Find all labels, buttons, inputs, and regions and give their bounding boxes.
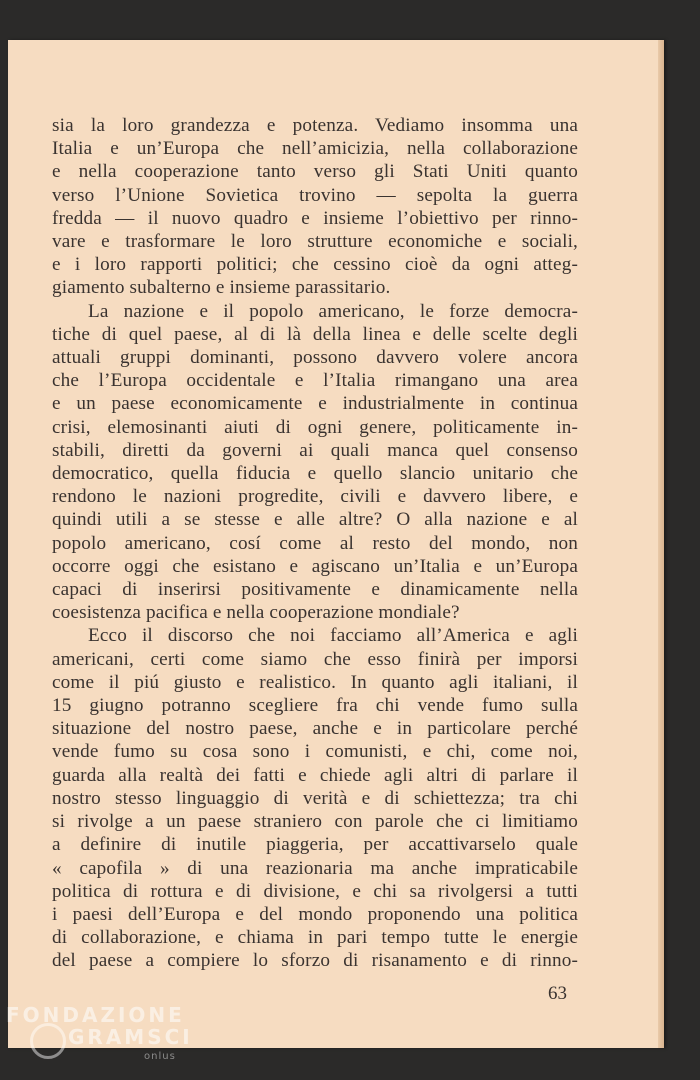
text-line: sia la loro grandezza e potenza. Vediamo insomma una <box>52 115 578 136</box>
paragraph-1 <box>52 114 578 300</box>
text-line: guarda alla realtà dei fatti e chiede agli altri di parlare il <box>52 764 578 786</box>
text-line: nostro stesso linguaggio di verità e di schiettezza; tra chi <box>52 787 578 809</box>
text-line: crisi, elemosinanti aiuti di ogni genere, politicamente in- <box>52 416 578 438</box>
body-text <box>52 114 578 973</box>
page-edge <box>658 40 664 1048</box>
text-line: quindi utili a se stesse e alle altre? O alla nazione e al <box>52 509 578 531</box>
text-line: si rivolge a un paese straniero con parole che ci limitiamo <box>52 811 578 833</box>
text-line: americani, certi come siamo che esso finirà per imporsi <box>52 648 578 670</box>
text-line: capaci di inserirsi positivamente e dinamicamente nella <box>52 579 578 601</box>
text-line: Ecco il discorso che noi facciamo all’America e agli <box>88 625 578 647</box>
book-page <box>8 40 664 1048</box>
text-line: tiche di quel paese, al di là della linea e delle scelte degli <box>52 323 578 345</box>
text-line: fredda — il nuovo quadro e insieme l’obiettivo per rinno- <box>52 207 578 229</box>
text-line: 15 giugno potranno scegliere fra chi vende fumo sulla <box>52 695 578 717</box>
text-line: verso l’Unione Sovietica trovino — sepolta la guerra <box>52 184 578 206</box>
text-line: che l’Europa occidentale e l’Italia rimangano una area <box>52 370 578 392</box>
text-line: stabili, diretti da governi ai quali manca quel consenso <box>52 439 578 461</box>
text-line: del paese a compiere lo sforzo di risanamento e di rinno- <box>52 950 578 972</box>
text-line: occorre oggi che esistano e agiscano un’Italia e un’Europa <box>52 555 578 577</box>
watermark-line-1: FONDAZIONE <box>6 1003 185 1027</box>
text-line: di collaborazione, e chiama in pari tempo tutte le energie <box>52 927 578 949</box>
paragraph-2 <box>52 300 578 625</box>
text-line: giamento subalterno e insieme parassitario. <box>52 277 391 299</box>
text-line: vende fumo su cosa sono i comunisti, e chi, come noi, <box>52 741 578 763</box>
text-line: « capofila » di una reazionaria ma anche impraticabile <box>52 857 578 879</box>
text-line: La nazione e il popolo americano, le forze democra- <box>88 300 578 322</box>
text-line: democratico, quella fiducia e quello slancio unitario che <box>52 463 578 485</box>
text-line: e nella cooperazione tanto verso gli Stati Uniti quanto <box>52 161 578 183</box>
text-line: vare e trasformare le loro strutture economiche e sociali, <box>52 231 578 253</box>
watermark-line-2: GRAMSCI <box>68 1025 193 1049</box>
text-line: i paesi dell’Europa e del mondo proponendo una politica <box>52 903 578 925</box>
text-line: attuali gruppi dominanti, possono davvero volere ancora <box>52 347 578 369</box>
fondazione-gramsci-watermark <box>6 1003 193 1073</box>
text-line: Italia e un’Europa che nell’amicizia, nella collaborazione <box>52 138 578 160</box>
text-line: rendono le nazioni progredite, civili e davvero libere, e <box>52 486 578 508</box>
text-line: e un paese economicamente e industrialmente in continua <box>52 393 578 415</box>
text-line: come il piú giusto e realistico. In quanto agli italiani, il <box>52 671 578 693</box>
text-line: a definire di inutile piaggeria, per accattivarselo quale <box>52 834 578 856</box>
page-number: 63 <box>548 983 567 1004</box>
text-line: e i loro rapporti politici; che cessino cioè da ogni atteg- <box>52 254 578 276</box>
text-line: situazione del nostro paese, anche e in particolare perché <box>52 718 578 740</box>
text-line: politica di rottura e di divisione, e chi sa rivolgersi a tutti <box>52 880 578 902</box>
paragraph-3 <box>52 624 578 972</box>
watermark-line-3: onlus <box>144 1051 176 1062</box>
watermark-logo-icon <box>30 1023 66 1059</box>
text-line: coesistenza pacifica e nella cooperazione mondiale? <box>52 602 460 624</box>
text-line: popolo americano, cosí come al resto del mondo, non <box>52 532 578 554</box>
